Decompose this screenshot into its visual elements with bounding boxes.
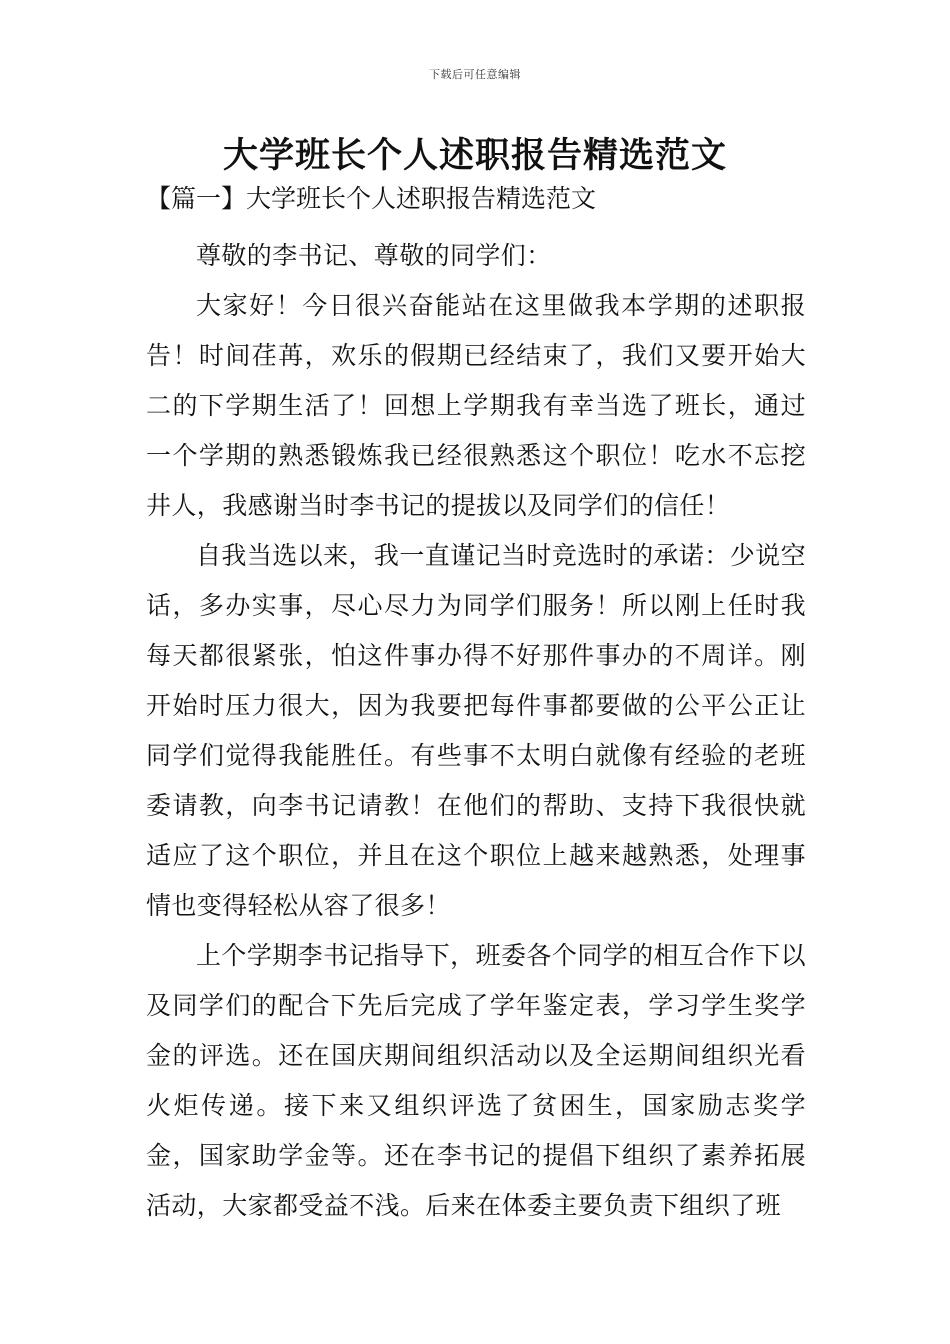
paragraph: 上个学期李书记指导下，班委各个同学的相互合作下以及同学们的配合下先后完成了学年鉴定表，学习学生奖学金的评选。还在国庆期间组织活动以及全运期间组织光看火炬传递。接下来又组织评选了贫困生，国家励志奖学金，国家助学金等。还在李书记的提倡下组织了素养拓展活动，大家都受益不浅。后来在体委主要负责下组织了班 <box>146 941 806 1220</box>
document-title: 大学班长个人述职报告精选范文 <box>222 136 727 176</box>
header-note: 下载后可任意编辑 <box>429 68 521 81</box>
body-text <box>146 231 806 1231</box>
paragraph: 自我当选以来，我一直谨记当时竞选时的承诺：少说空话，多办实事，尽心尽力为同学们服务！所以刚上任时我每天都很紧张，怕这件事办得不好那件事办的不周详。刚开始时压力很大，因为我要把每件事都要做的公平公正让同学们觉得我能胜任。有些事不太明白就像有经验的老班委请教，向李书记请教！在他们的帮助、支持下我很快就适应了这个职位，并且在这个职位上越来越熟悉，处理事情也变得轻松从容了很多！ <box>146 541 806 920</box>
paragraph: 大家好！今日很兴奋能站在这里做我本学期的述职报告！时间荏苒，欢乐的假期已经结束了，我们又要开始大二的下学期生活了！回想上学期我有幸当选了班长，通过一个学期的熟悉锻炼我已经很熟悉这个职位！吃水不忘挖井人，我感谢当时李书记的提拔以及同学们的信任！ <box>146 291 806 520</box>
section-heading: 【篇一】大学班长个人述职报告精选范文 <box>146 184 597 213</box>
paragraph-salutation: 尊敬的李书记、尊敬的同学们： <box>196 241 552 270</box>
